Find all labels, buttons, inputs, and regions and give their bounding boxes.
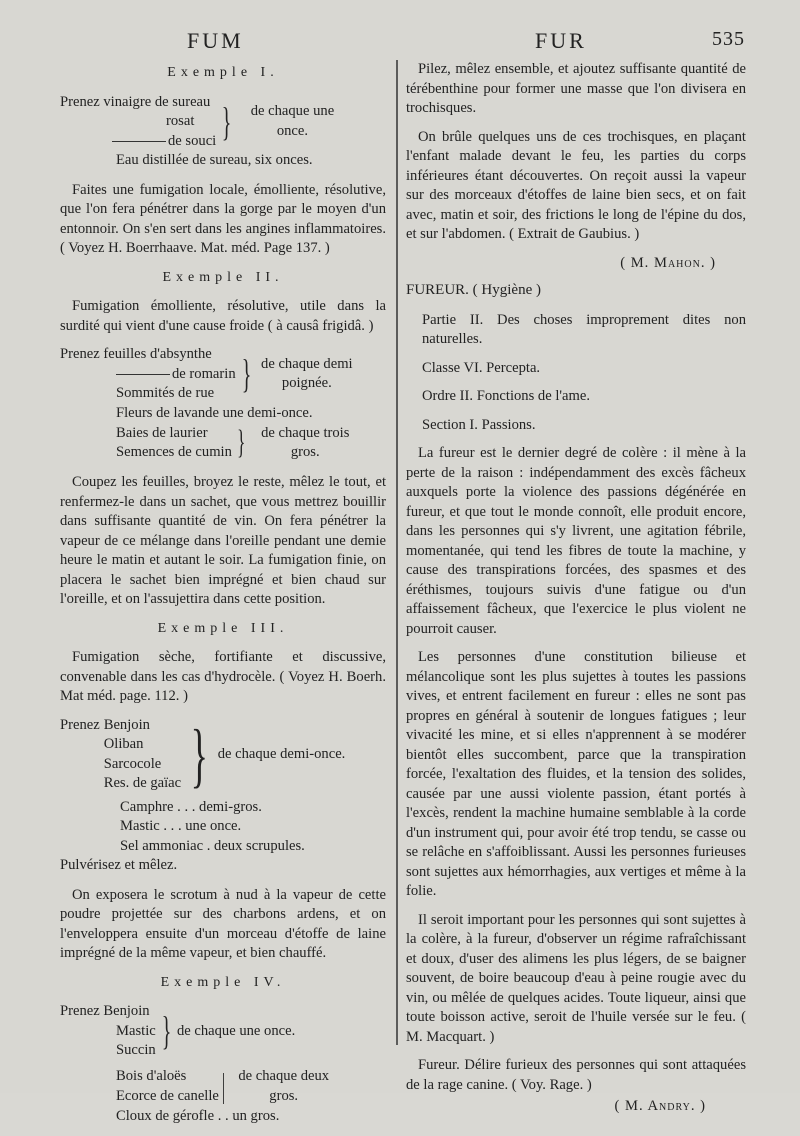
recipe-line: Fleurs de lavande une demi-once. (116, 404, 313, 421)
recipe-line: de romarin (60, 365, 236, 385)
example-3-text: Fumigation sèche, fortifiante et discussive, convenable dans les cas d'hydrocèle. ( Voyez H. Boerh. Mat méd. page. 112. ) (60, 649, 386, 704)
recipe-quantity: de chaque une once. (176, 1022, 296, 1039)
recipe-line: Prenez feuilles d'absynthe (60, 346, 212, 362)
recipe-line: Pulvérisez et mêlez. (60, 857, 178, 873)
recipe-line: Prenez vinaigre de sureau (60, 93, 211, 110)
recipe-quantity: de chaque demi-once. (217, 745, 346, 762)
example-3-recipe (60, 716, 386, 876)
brace-symbol: } (241, 351, 252, 397)
recipe-line: Benjoin (103, 716, 150, 733)
example-4-recipe (60, 1002, 386, 1126)
recipe-line: Prenez Benjoin (60, 1003, 150, 1019)
recipe-line: Camphre . . . demi-gros. (120, 798, 262, 815)
header-left-word: FUM (187, 28, 244, 53)
right-column (406, 60, 746, 1117)
brace-symbol: | (221, 1067, 225, 1105)
example-1-title: Exemple I. (167, 65, 279, 80)
example-3-instructions: On exposera le scrotum à nud à la vapeur de cette poudre projettée sur des charbons ardens, et on l'enveloppera ensuite d'un morceau d'étoffe de laine imprégné de la même vapeur, et bien chauffé. (60, 886, 386, 961)
example-3-title: Exemple III. (157, 620, 289, 636)
classification-order: Ordre II. Fonctions de l'ame. (422, 388, 590, 404)
column-divider (396, 60, 398, 1045)
brace-symbol: } (161, 1008, 172, 1054)
header-right-word: FUR (535, 28, 587, 53)
example-2-text: Fumigation émolliente, résolutive, utile dans la surdité qui vient d'une cause froide ( à causâ frigidâ. ) (60, 298, 386, 334)
recipe-quantity: de chaque trois gros. (261, 424, 350, 460)
paragraph: On brûle quelques uns de ces trochisques, en plaçant l'enfant malade devant le feu, les parties du corps inférieures étant découvertes. On reçoit aussi la vapeur sur des morceaux d'étoffes de laine bien secs, et on fait avec, matin et soir, des frictions le long de l'épine du dos, et sur l'abdomen. ( Extrait de Gaubius. ) (406, 128, 746, 242)
example-2-recipe (60, 345, 386, 463)
example-2-title: Exemple II. (162, 269, 284, 285)
left-column (60, 60, 386, 1136)
recipe-quantity: de chaque deux gros. (238, 1068, 330, 1104)
page-header (0, 28, 800, 56)
recipe-prenez: Prenez (60, 716, 100, 733)
paragraph: Il seroit important pour les personnes qui sont sujettes à la colère, à la fureur, d'observer un régime rafraîchissant et doux, d'user des alimens les plus légers, de se baigner souvent, de boire beaucoup d'eau à peine rougie avec du vin, ou mêlée de quelques acides. Toute liqueur, ainsi que toute boisson active, seroit de l'huile versée sur le feu. ( M. Macquart. ) (406, 911, 746, 1045)
classification-section: Section I. Passions. (422, 416, 536, 433)
paragraph: Les personnes d'une constitution bilieuse et mélancolique sont les plus sujettes à toutes les passions vives, et entrent facilement en fureur : elles ne sont pas propres en général à soutenir de longues fatigues ; leur vivacité les mine, et si elles n'apprennent à se modérer bientôt elles succombent, parce que la transpiration forcée, l'exaltation des fluides, et la tension des solides, causée par une aussi violente passion, étant portés à l'excès, rendent la machine humaine semblable à la corde d'un instrument qui, pour avoir été trop tendu, se casse ou se relâche en s'affoiblissant. Aussi les personnes furieuses sont sujettes aux hémorrhagies, aux vertiges et même à la folie. (406, 649, 746, 899)
recipe-line: Sarcocole (103, 755, 162, 772)
classification-part: Partie II. Des choses improprement dites non naturelles. (422, 311, 746, 347)
example-1-recipe (60, 93, 386, 171)
recipe-line: Eau distillée de sureau, six onces. (116, 152, 313, 168)
recipe-line: Semences de cumin (116, 444, 232, 460)
recipe-line: Succin (116, 1042, 156, 1058)
recipe-line: Sel ammoniac . deux scrupules. (120, 837, 305, 854)
article-heading: FUREUR. ( Hygiène ) (406, 282, 541, 298)
recipe-line: Bois d'aloës (116, 1068, 187, 1084)
recipe-line: Sommités de rue (116, 385, 215, 401)
author-signature: ( M. Andry. ) (614, 1098, 706, 1114)
recipe-line: Mastic (116, 1022, 156, 1039)
recipe-quantity: de chaque une once. (250, 103, 335, 139)
recipe-line: Baies de laurier (116, 424, 208, 441)
author-signature: ( M. Mahon. ) (620, 254, 716, 271)
recipe-quantity: de chaque demi poignée. (261, 355, 353, 392)
recipe-line: Ecorce de canelle (116, 1087, 219, 1104)
brace-symbol: } (222, 98, 232, 144)
brace-symbol: } (190, 714, 209, 795)
paragraph: Pilez, mêlez ensemble, et ajoutez suffisante quantité de térébenthine pour former une masse que l'on divisera en trochisques. (406, 61, 746, 116)
recipe-line: Mastic . . . une once. (120, 818, 242, 834)
brace-symbol: } (236, 424, 246, 461)
paragraph: Fureur. Délire furieux des personnes qui sont attaquées de la rage canine. ( Voy. Rage. ) (406, 1057, 746, 1093)
recipe-line: Cloux de gérofle . . un gros. (116, 1107, 280, 1124)
recipe-line: rosat (166, 113, 195, 129)
classification-class: Classe VI. Percepta. (422, 359, 541, 376)
paragraph: La fureur est le dernier degré de colère : il mène à la perte de la raison : indépendamment des excès fâcheux auxquels porte la violence des passions dégénérée en fureur, et que tout le monde connoît, elle produit encore, dans les personnes qui s'y livrent, une agitation fébrile, momentanée, qui tend les fibres de toute la machine, y cause des transpirations forcées, des spasmes et des éréthismes, toujours suivis d'une fatigue ou d'un affaissement fâcheux, que l'exercice le plus violent ne pourroit causer. (406, 445, 746, 637)
recipe-line: de souci (60, 132, 216, 152)
example-1-text: Faites une fumigation locale, émolliente, résolutive, que l'on fera pénétrer dans la gorge par le moyen d'un entonnoir. On s'en sert dans les angines inflammatoires. ( Voyez H. Boerrhaave. Mat. méd. Page 137. ) (60, 181, 386, 256)
recipe-line: Res. de gaïac (103, 775, 182, 791)
example-2-instructions: Coupez les feuilles, broyez le reste, mêlez le tout, et renfermez-le dans un sachet, que vous mettrez bouillir dans suffisante quantité de vin. On fera pénétrer la vapeur de ce mélange dans l'oreille pendant une demie heure le matin et autant le soir. La fumigation finie, on placera le sachet bien imprégné et bien chaud sur l'oreille, et on l'assujettira dans cette position. (60, 474, 386, 607)
page-number: 535 (712, 28, 745, 50)
example-4-title: Exemple IV. (160, 974, 286, 990)
recipe-line: Oliban (103, 736, 144, 752)
